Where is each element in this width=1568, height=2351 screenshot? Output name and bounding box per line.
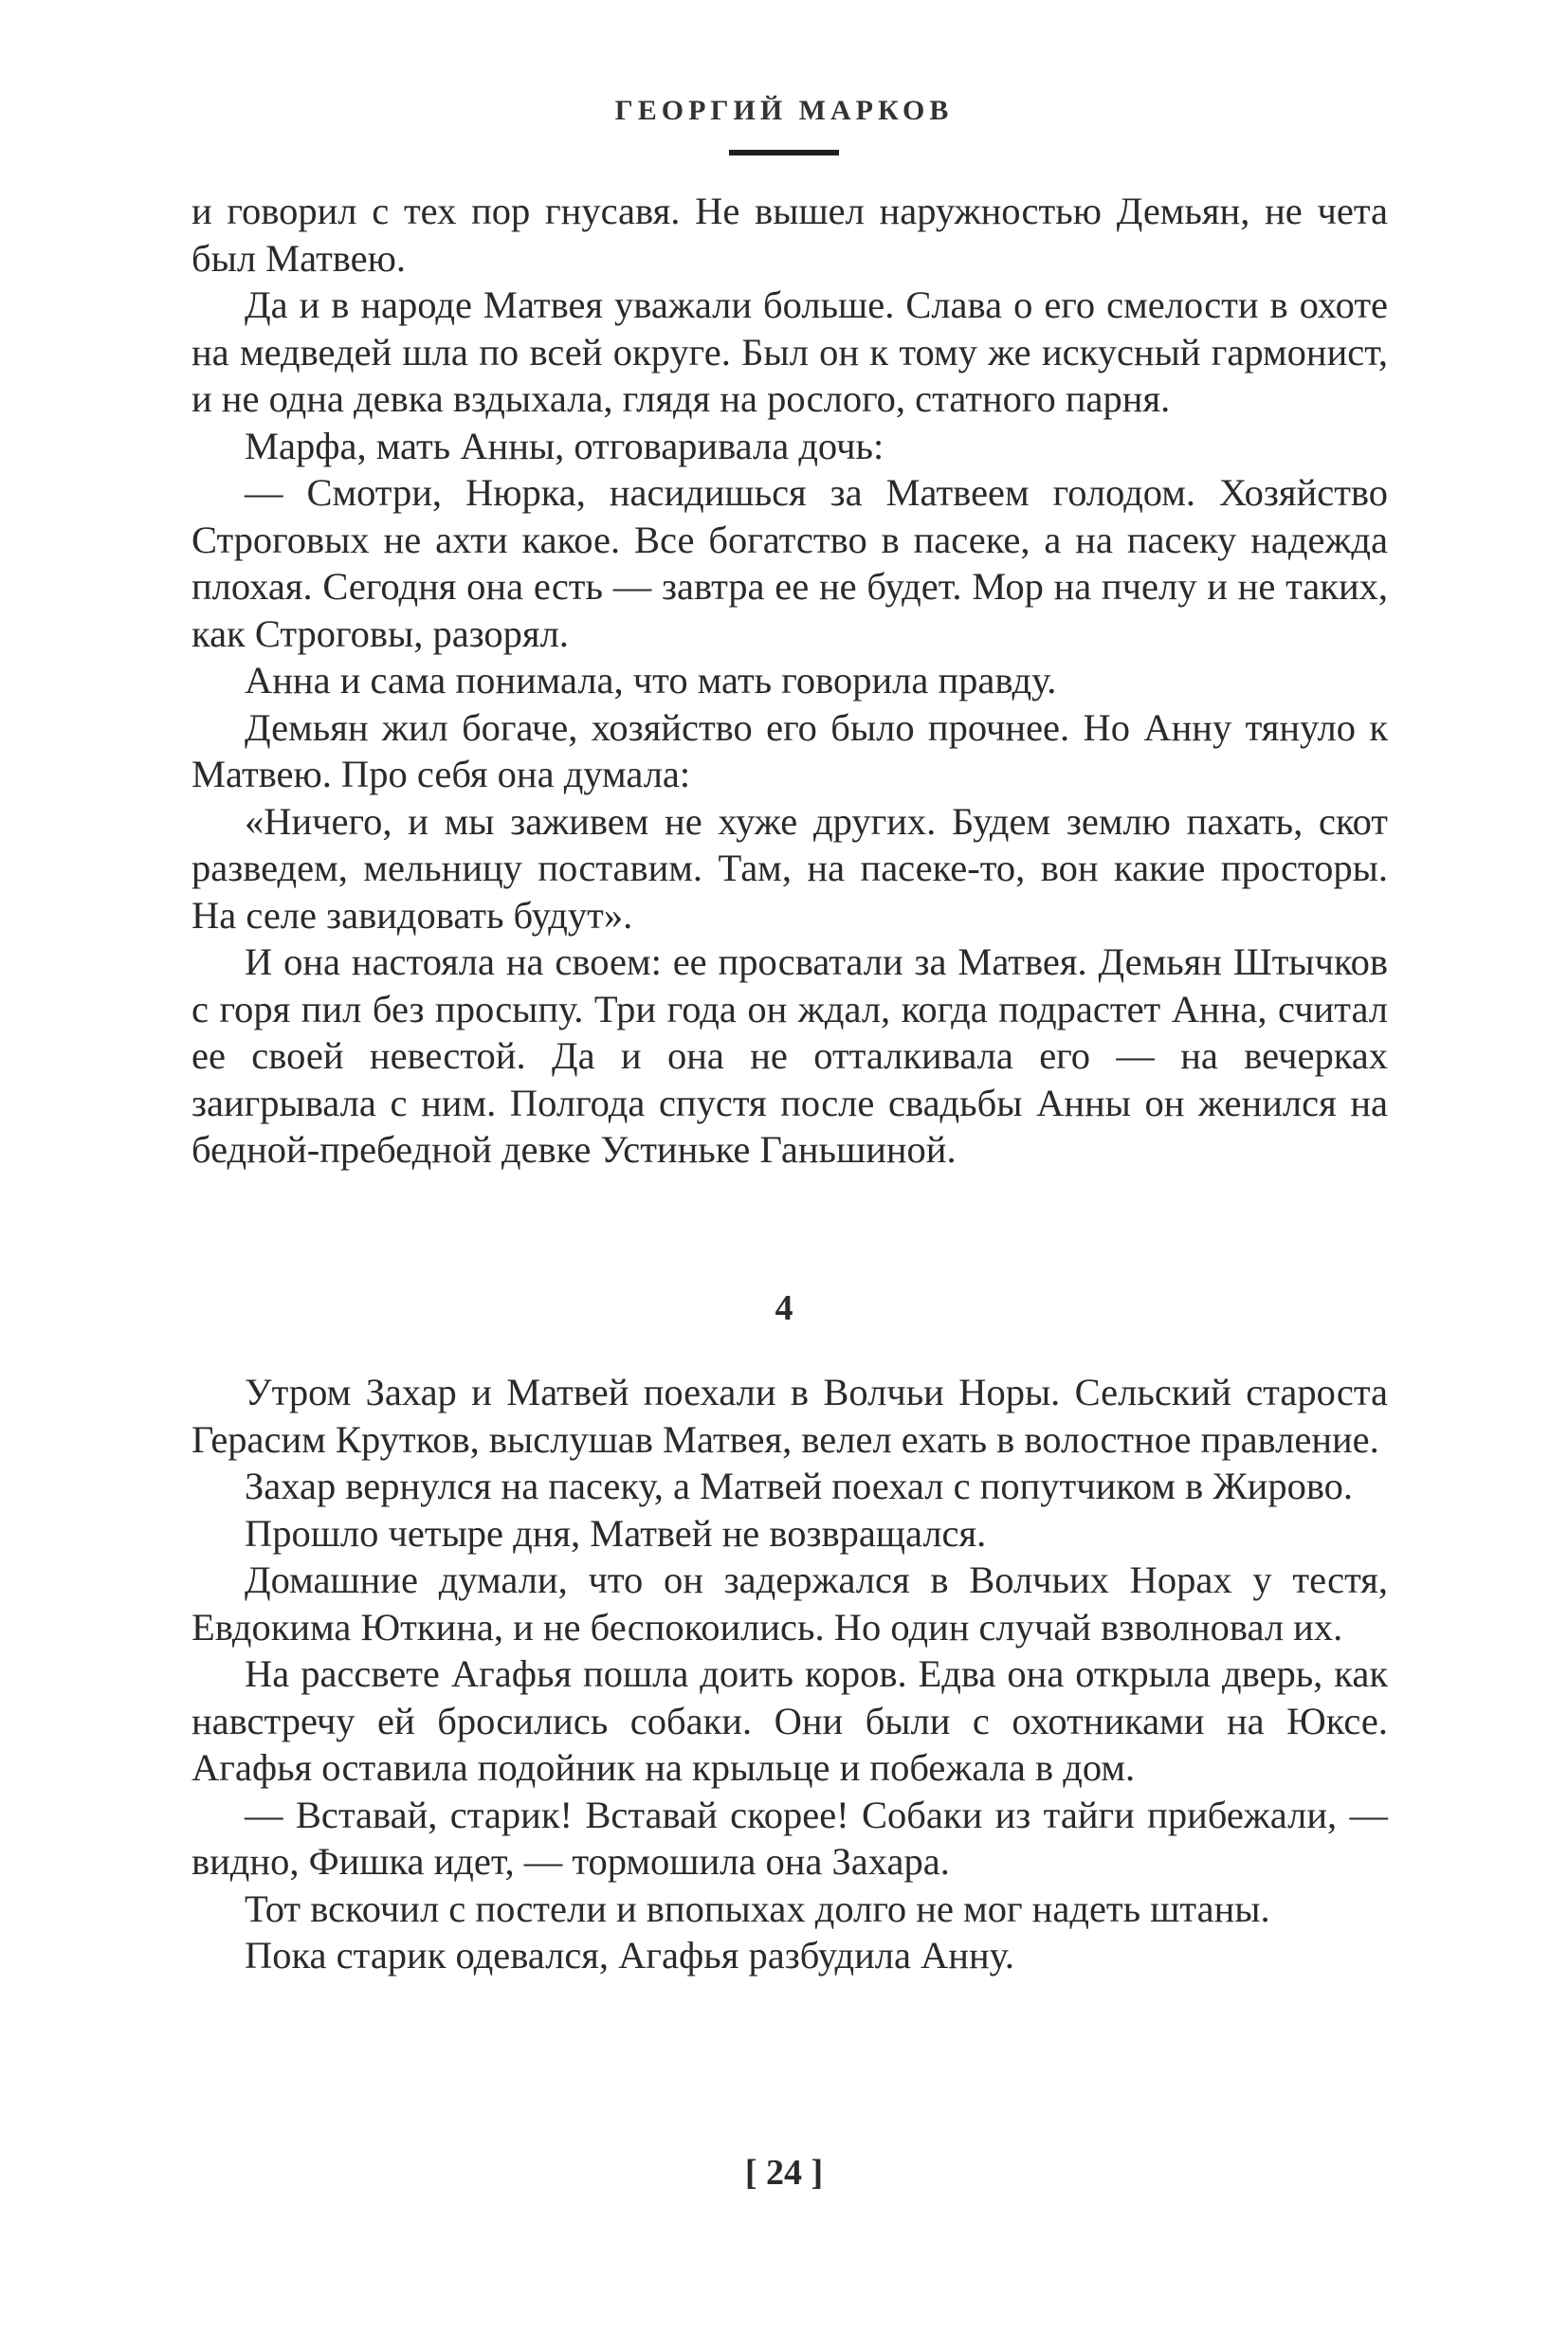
paragraph: Прошло четыре дня, Матвей не возвращался. [245, 1511, 987, 1555]
text-section-2 [191, 1369, 1388, 1979]
paragraph: Пока старик одевался, Агафья разбудила Анну. [245, 1934, 1014, 1977]
paragraph: Утром Захар и Матвей поехали в Волчьи Норы. Сельский староста Герасим Крутков, выслушав Матвея, велел ехать в волостное правление. [191, 1371, 1388, 1461]
header-rule [729, 150, 839, 155]
chapter-number: 4 [775, 1288, 793, 1328]
paragraph: — Смотри, Нюрка, насидишься за Матвеем голодом. Хозяйство Строговых не ахти какое. Все богатство в пасеке, а на пасеку надежда плохая. Сегодня она есть — завтра ее не будет. Мор на пчелу и не таких, как Строговы, разорял. [191, 471, 1388, 655]
paragraph: и говорил с тех пор гнусавя. Не вышел наружностью Демьян, не чета был Матвею. [191, 190, 1388, 280]
paragraph: Да и в народе Матвея уважали больше. Слава о его смелости в охоте на медведей шла по всей округе. Был он к тому же искусный гармонист, и не одна девка вздыхала, глядя на рослого, статного парня. [191, 283, 1388, 420]
paragraph: Анна и сама понимала, что мать говорила правду. [245, 659, 1057, 702]
paragraph: «Ничего, и мы заживем не хуже других. Будем землю пахать, скот разведем, мельницу поставим. Там, на пасеке-то, вон какие просторы. На селе завидовать будут». [191, 799, 1388, 937]
paragraph: И она настояла на своем: ее просватали за Матвея. Демьян Штычков с горя пил без просыпу. Три года он ждал, когда подрастет Анна, считал ее своей невестой. Да и она не отталкивала его — на вечерках заигрывала с ним. Полгода спустя после свадьбы Анны он женился на бедной-пребедной девке Устиньке Ганьшиной. [191, 940, 1388, 1171]
paragraph: Тот вскочил с постели и впопыхах долго не мог надеть штаны. [245, 1886, 1270, 1930]
paragraph: — Вставай, старик! Вставай скорее! Собаки из тайги прибежали, — видно, Фишка идет, — тормошила она Захара. [191, 1793, 1388, 1883]
page-number: [ 24 ] [744, 2153, 824, 2193]
paragraph: Марфа, мать Анны, отговаривала дочь: [245, 424, 884, 467]
paragraph: Захар вернулся на пасеку, а Матвей поехал с попутчиком в Жирово. [245, 1465, 1354, 1507]
paragraph: Демьян жил богаче, хозяйство его было прочнее. Но Анну тянуло к Матвею. Про себя она думала: [191, 705, 1388, 795]
paragraph: Домашние думали, что он задержался в Волчьих Норах у тестя, Евдокима Юткина, и не беспокоились. Но один случай взволновал их. [191, 1558, 1388, 1649]
paragraph: На рассвете Агафья пошла доить коров. Едва она открыла дверь, как навстречу ей бросились собаки. Они были с охотниками на Юксе. Агафья оставила подойник на крыльце и побежала в дом. [191, 1652, 1388, 1789]
text-section-1 [191, 188, 1388, 1174]
running-title: ГЕОРГИЙ МАРКОВ [614, 95, 954, 126]
